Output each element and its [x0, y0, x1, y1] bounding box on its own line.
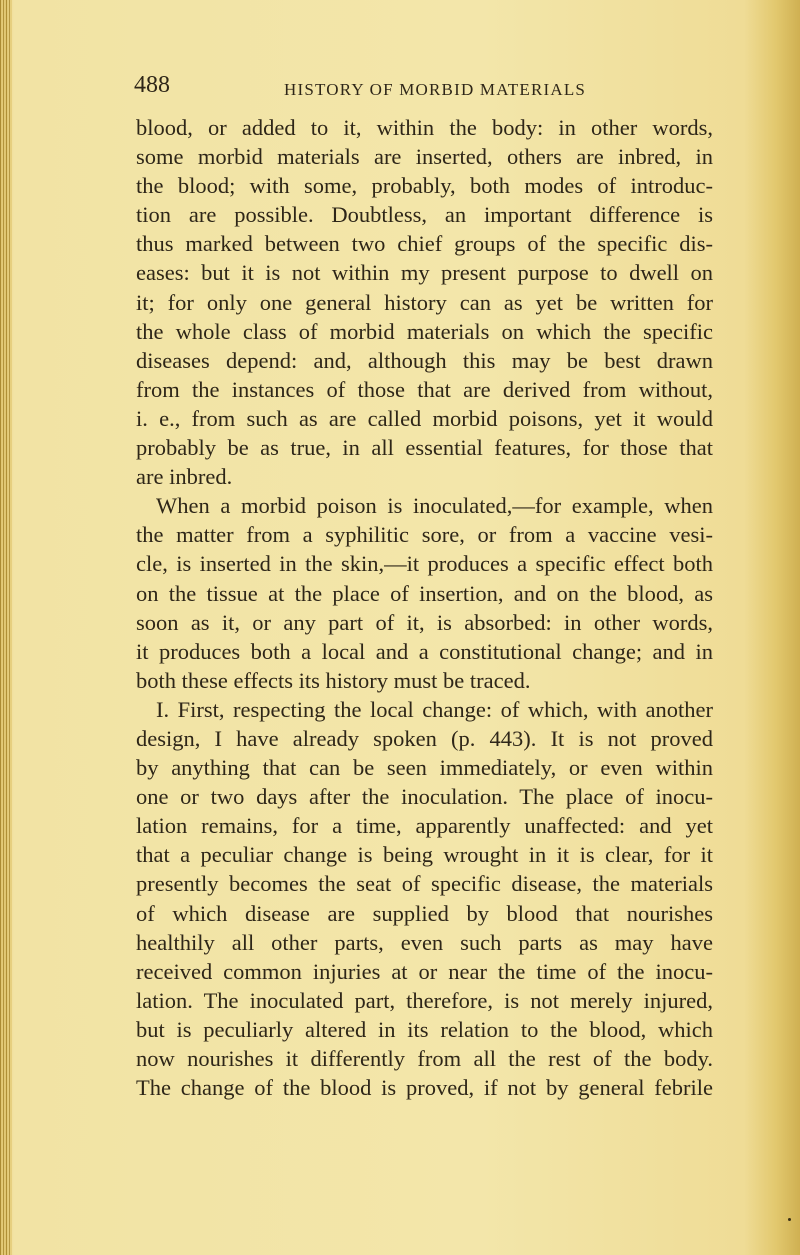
text-line: eases: but it is not within my present purpose to dwell on [136, 260, 713, 286]
text-line: the whole class of morbid materials on which the specific [136, 318, 713, 344]
text-line: but is peculiarly altered in its relation to the blood, which [136, 1016, 713, 1042]
text-line: The change of the blood is proved, if not by general febrile [136, 1075, 713, 1101]
text-line: on the tissue at the place of insertion, and on the blood, as [136, 580, 713, 606]
running-head: HISTORY OF MORBID MATERIALS [284, 80, 587, 99]
text-line: some morbid materials are inserted, others are inbred, in [136, 144, 713, 170]
text-line: blood, or added to it, within the body: in other words, [136, 115, 713, 140]
text-line: tion are possible. Doubtless, an important difference is [136, 202, 713, 228]
text-line: of which disease are supplied by blood that nourishes [136, 900, 713, 926]
text-line: soon as it, or any part of it, is absorbed: in other words, [136, 609, 713, 635]
text-line: presently becomes the seat of specific disease, the materials [136, 871, 713, 897]
text-line: When a morbid poison is inoculated,—for example, when [156, 493, 713, 519]
text-line: lation. The inoculated part, therefore, is not merely injured, [136, 987, 713, 1013]
text-line: i. e., from such as are called morbid poisons, yet it would [136, 405, 713, 431]
text-line: the blood; with some, probably, both modes of introduc- [136, 173, 713, 199]
text-line: from the instances of those that are derived from without, [136, 376, 713, 402]
text-line: that a peculiar change is being wrought in it is clear, for it [136, 842, 713, 868]
page-number: 488 [134, 72, 170, 98]
text-line: one or two days after the inoculation. The place of inocu- [136, 784, 713, 810]
page-stack-edge [0, 0, 12, 1255]
text-line: the matter from a syphilitic sore, or from a vaccine vesi- [136, 522, 713, 548]
text-line: diseases depend: and, although this may be best drawn [136, 347, 713, 373]
text-line: cle, is inserted in the skin,—it produces a specific effect both [136, 551, 713, 577]
body-text [136, 113, 713, 1102]
text-line: I. First, respecting the local change: of which, with another [156, 696, 713, 722]
text-line: thus marked between two chief groups of the specific dis- [136, 231, 713, 257]
text-line: now nourishes it differently from all the rest of the body. [136, 1046, 713, 1071]
text-line: by anything that can be seen immediately, or even within [136, 755, 713, 781]
text-line: both these effects its history must be traced. [136, 667, 531, 693]
speck [788, 1218, 791, 1221]
text-line: design, I have already spoken (p. 443). It is not proved [136, 725, 713, 751]
text-line: healthily all other parts, even such parts as may have [136, 929, 713, 955]
text-line: it; for only one general history can as yet be written for [136, 289, 713, 315]
text-line: are inbred. [136, 464, 233, 490]
text-line: lation remains, for a time, apparently unaffected: and yet [136, 813, 713, 839]
text-line: it produces both a local and a constitutional change; and in [136, 638, 713, 664]
text-line: probably be as true, in all essential features, for those that [136, 435, 713, 461]
text-line: received common injuries at or near the time of the inocu- [136, 958, 713, 984]
